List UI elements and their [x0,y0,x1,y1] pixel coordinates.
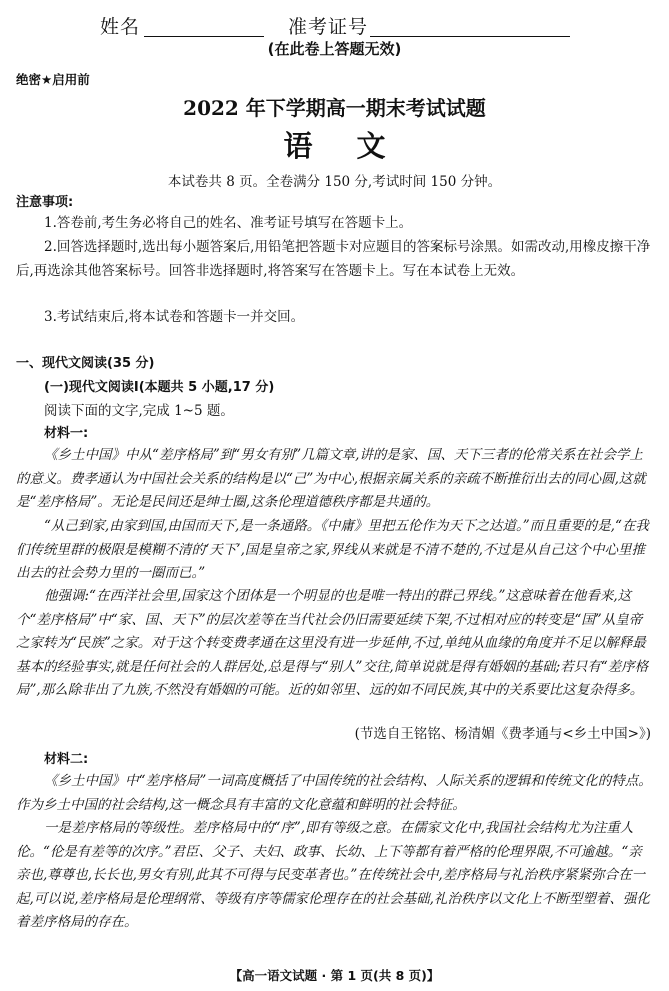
material-one-paragraph: 《乡土中国》中从“差序格局”到“男女有别”几篇文章,讲的是家、国、天下三者的伦常关系在社会学上的意义。费孝通认为中国社会关系的结构是以“己”为中心,根据亲属关系的亲疏不断推衍出去的同心圆,这就是“差序格局”。无论是民间还是绅士圈,这条伦理道德秩序都是共通的。 [16,447,646,511]
subsection-heading: (一)现代文阅读Ⅰ(本题共 5 小题,17 分) [44,380,275,395]
candidate-header [0,10,669,38]
material-one-paragraph: “从己到家,由家到国,由国而天下,是一条通路。《中庸》里把五伦作为天下之达道。”而且重要的是,“在我们传统里群的极限是模糊不清的‘天下’,国是皇帝之家,界线从来就是不清不楚的,不过是从自己这个中心里推出去的社会势力里的一圈而已。” [16,518,649,582]
exam-info: 本试卷共 8 页。全卷满分 150 分,考试时间 150 分钟。 [167,174,502,190]
section-heading: 一、现代文阅读(35 分) [16,356,155,371]
subject-title: 语文 [283,129,430,163]
notice-item: 2.回答选择题时,选出每小题答案后,用铅笔把答题卡对应题目的答案标号涂黑。如需改动,用橡皮擦干净后,再选涂其他答案标号。回答非选择题时,将答案写在答题卡上。写在本试卷上无效。 [16,239,651,279]
reading-instruction: 阅读下面的文字,完成 1~5 题。 [44,403,234,419]
notice-item: 3.考试结束后,将本试卷和答题卡一并交回。 [44,309,305,325]
material-one-paragraph: 他强调:“在西洋社会里,国家这个团体是一个明显的也是唯一特出的群己界线。”这意味着在他看来,这个“差序格局”中“家、国、天下”的层次差等在当代社会仍旧需要延续下架,不过相对应的转变是“国”从皇帝之家转为“民族”之家。对于这个转变费孝通在这里没有进一步延伸,不过,单纯从血缘的角度并不足以解释最基本的经验事实,就是任何社会的人群居处,总是得与“别人”交往,简单说就是得有婚姻的基础;若只有“差序格局”,那么除非出了九族,不然没有婚姻的可能。近的如邻里、远的如不同民族,其中的关系要比这复杂得多。 [16,588,649,699]
page-footer: 【高一语文试题 · 第 1 页(共 8 页)】 [229,968,440,983]
material-one-source: (节选自王铭铭、杨清媚《费孝通与<乡土中国>》) [354,726,651,742]
notice-heading: 注意事项: [16,195,74,210]
answer-warning: (在此卷上答题无效) [267,40,402,58]
name-blank-line [144,36,264,37]
notice-item: 1.答卷前,考生务必将自己的姓名、准考证号填写在答题卡上。 [44,215,413,231]
secret-label: 绝密★启用前 [16,72,90,87]
material-two-paragraph: 一是差序格局的等级性。差序格局中的“序”,即有等级之意。在儒家文化中,我国社会结构尤为注重人伦。“伦是有差等的次序。”君臣、父子、夫妇、政事、长幼、上下等都有着严格的伦理界限,不可逾越。“亲亲也,尊尊也,长长也,男女有别,此其不可得与民变革者也。”在传统社会中,差序格局与礼治秩序紧紧弥合在一起,可以说,差序格局是伦理纲常、等级有序等儒家伦理存在的社会基础,礼治秩序以文化上不断型塑着、强化着差序格局的存在。 [16,820,650,931]
material-two-paragraph: 《乡土中国》中“差序格局”一词高度概括了中国传统的社会结构、人际关系的逻辑和传统文化的特点。作为乡土中国的社会结构,这一概念具有丰富的文化意蕴和鲜明的社会特征。 [16,773,652,813]
exam-title: 2022 年下学期高一期末考试试题 [183,96,486,120]
exam-id-blank-line [370,36,570,37]
exam-id-label: 准考证号 [288,16,369,38]
material-one-label: 材料一: [44,426,89,441]
material-two-label: 材料二: [44,752,89,767]
name-label: 姓名 [100,16,141,38]
